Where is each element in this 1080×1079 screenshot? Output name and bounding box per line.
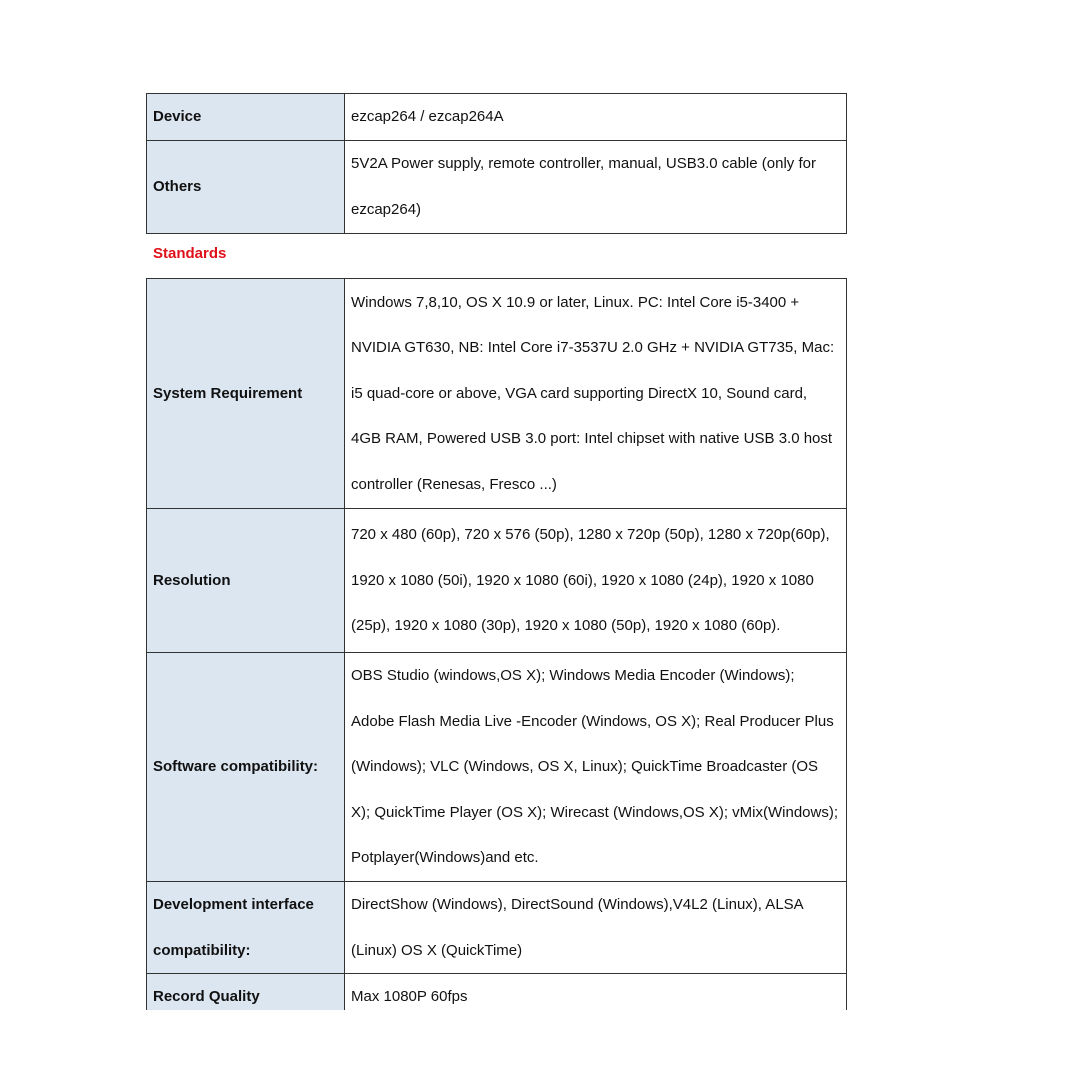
table-row	[147, 140, 847, 233]
standards-heading: Standards	[153, 245, 227, 262]
row-label-others: Others	[147, 140, 345, 233]
row-value-device: ezcap264 / ezcap264A	[345, 94, 847, 141]
row-label-resolution: Resolution	[147, 509, 345, 653]
row-label-software-compatibility: Software compatibility:	[147, 653, 345, 882]
row-value-development-interface: DirectShow (Windows), DirectSound (Windows),V4L2 (Linux), ALSA (Linux) OS X (QuickTime)	[345, 882, 847, 974]
table-row	[147, 653, 847, 882]
page-bottom-margin	[0, 1010, 1080, 1079]
row-label-record-quality: Record Quality	[147, 974, 345, 1020]
row-value-resolution: 720 x 480 (60p), 720 x 576 (50p), 1280 x 720p (50p), 1280 x 720p(60p), 1920 x 1080 (50i), 1920 x 1080 (60i), 1920 x 1080 (24p), 1920 x 1080 (25p), 1920 x 1080 (30p), 1920 x 1080 (50p), 1920 x 1080 (60p).	[345, 509, 847, 653]
table-row	[147, 509, 847, 653]
table-row	[147, 94, 847, 141]
table-row	[147, 882, 847, 974]
row-label-system-requirement: System Requirement	[147, 279, 345, 509]
row-label-development-interface: Development interface compatibility:	[147, 882, 345, 974]
row-label-device: Device	[147, 94, 345, 141]
row-value-software-compatibility: OBS Studio (windows,OS X); Windows Media Encoder (Windows); Adobe Flash Media Live -Encoder (Windows, OS X); Real Producer Plus (Windows); VLC (Windows, OS X, Linux); QuickTime Broadcaster (OS X); QuickTime Player (OS X); Wirecast (Windows,OS X); vMix(Windows); Potplayer(Windows)and etc.	[345, 653, 847, 882]
row-value-others: 5V2A Power supply, remote controller, manual, USB3.0 cable (only for ezcap264)	[345, 140, 847, 233]
row-value-record-quality: Max 1080P 60fps	[345, 974, 847, 1020]
table-row	[147, 279, 847, 509]
standards-table	[146, 278, 847, 1020]
row-value-system-requirement: Windows 7,8,10, OS X 10.9 or later, Linux. PC: Intel Core i5-3400 + NVIDIA GT630, NB: Intel Core i7-3537U 2.0 GHz + NVIDIA GT735, Mac: i5 quad-core or above, VGA card supporting DirectX 10, Sound card, 4GB RAM, Powered USB 3.0 port: Intel chipset with native USB 3.0 host controller (Renesas, Fresco ...)	[345, 279, 847, 509]
device-spec-table	[146, 93, 847, 234]
